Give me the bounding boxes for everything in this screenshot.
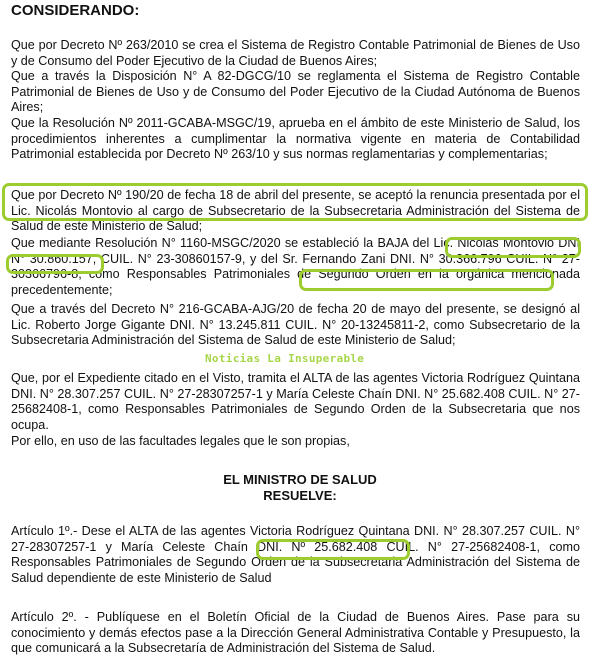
paragraph-por-ello: Por ello, en uso de las facultades legales que le son propias, (11, 434, 350, 448)
paragraph-decreto-190: Que por Decreto Nº 190/20 de fecha 18 de abril del presente, se aceptó la renuncia presentada por el Lic. Nicolás Montovio al cargo de Subsecretario de la Subsecretaria Administración del Sistema de Salud de este Ministerio de Salud; (11, 188, 580, 234)
paragraph-decreto-216: Que a través del Decreto N° 216-GCABA-AJG/20 de fecha 20 de mayo del presente, se designó al Lic. Roberto Jorge Gigante DNI. N° 13.245.811 CUIL. N° 20-13245811-2, como Subsecretario de la Subsecretaria Administración del Sistema de Salud de este Ministerio de Salud; (11, 302, 580, 348)
article-1: Artículo 1º.- Dese el ALTA de las agentes Victoria Rodríguez Quintana DNI. N° 28.307.257 CUIL. N° 27-28307257-1 y María Celeste Chaín DNI. Nº 25.682.408 CUIL. N° 27-25682408-1, como Responsables Patrimoniales de Segundo Orden de la Subsecretaria Administración del Sistema de Salud dependiente de este Ministerio de Salud (11, 524, 580, 585)
watermark-text: Noticias La Insuperable (205, 352, 365, 365)
ministro-title: EL MINISTRO DE SALUD (223, 472, 377, 487)
considerando-heading: CONSIDERANDO: (11, 2, 140, 19)
resuelve-title: RESUELVE: (263, 488, 337, 503)
paragraph-resolucion-1160: Que mediante Resolución N° 1160-MSGC/2020 se estableció la BAJA del Lic. Nicolás Montovio DNI N° 30.860.157, CUIL. N° 23-30860157-9, y del Sr. Fernando Zani DNI. N° 30.366.796 CUIL. N° 27-30366796-8, como Responsables Patrimoniales de Segundo Orden en la orgánica mencionada precedentemente; (11, 236, 580, 297)
paragraph-disposicion-82: Que a través la Disposición N° A 82-DGCG/10 se reglamenta el Sistema de Registro Contable Patrimonial de Bienes de Uso y de Consumo del Poder Ejecutivo de la Ciudad Autónoma de Buenos Aires; (11, 69, 580, 115)
article-2: Artículo 2º. - Publíquese en el Boletín Oficial de la Ciudad de Buenos Aires. Pase para su conocimiento y demás efectos pase a la Dirección General Administrativa Contable y Presupuesto, la que comunicará a la Subsecretaría de Administración del Sistema de Salud. (11, 610, 580, 656)
paragraph-decreto-263: Que por Decreto Nº 263/2010 se crea el Sistema de Registro Contable Patrimonial de Bienes de Uso y de Consumo del Poder Ejecutivo de la Ciudad de Buenos Aires; (11, 38, 580, 68)
paragraph-expediente: Que, por el Expediente citado en el Visto, tramita el ALTA de las agentes Victoria Rodríguez Quintana DNI. N° 28.307.257 CUIL. N° 27-28307257-1 y María Celeste Chaín DNI. N° 25.682.408 CUIL. N° 27-25682408-1, como Responsables Patrimoniales de Segundo Orden de la Subsecretaria que nos ocupa. (11, 371, 580, 432)
paragraph-resolucion-2011: Que la Resolución Nº 2011-GCABA-MSGC/19, aprueba en el ámbito de este Ministerio de Salud, los procedimientos inherentes a cumplimentar la normativa vigente en materia de Contabilidad Patrimonial establecida por Decreto Nº 263/10 y sus normas reglamentarias y complementarias; (11, 116, 580, 162)
